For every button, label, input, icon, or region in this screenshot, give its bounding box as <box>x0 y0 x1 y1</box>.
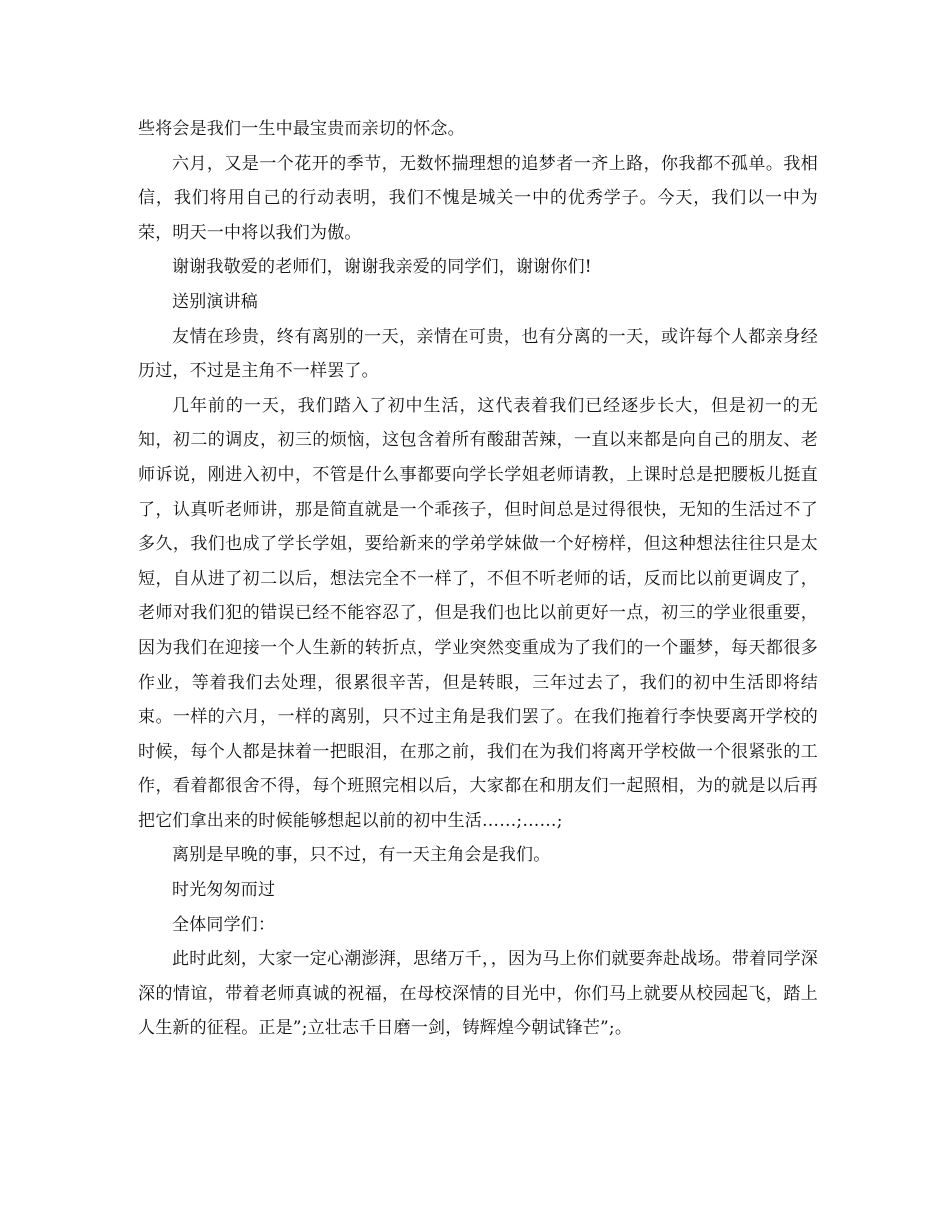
paragraph: 六月，又是一个花开的季节，无数怀揣理想的追梦者一齐上路，你我都不孤单。我相信，我们将用自己的行动表明，我们不愧是城关一中的优秀学子。今天，我们以一中为荣，明天一中将以我们为傲。 <box>138 153 818 243</box>
document-body <box>138 112 818 1046</box>
section-heading: 时光匆匆而过 <box>172 880 276 901</box>
paragraph: 此时此刻，大家一定心潮澎湃，思绪万千，，因为马上你们就要奔赴战场。带着同学深深的情谊，带着老师真诚的祝福，在母校深情的目光中，你们马上就要从校园起飞，踏上人生新的征程。正是”;立壮志千日磨一剑，铸辉煌今朝试锋芒”;。 <box>138 949 818 1039</box>
paragraph: 友情在珍贵，终有离别的一天，亲情在可贵，也有分离的一天，或许每个人都亲身经历过，不过是主角不一样罢了。 <box>138 326 818 382</box>
paragraph: 谢谢我敬爱的老师们，谢谢我亲爱的同学们，谢谢你们! <box>172 257 592 278</box>
section-heading: 送别演讲稿 <box>172 291 258 312</box>
paragraph: 离别是早晚的事，只不过，有一天主角会是我们。 <box>172 845 551 866</box>
paragraph: 几年前的一天，我们踏入了初中生活，这代表着我们已经逐步长大，但是初一的无知，初二的调皮，初三的烦恼，这包含着所有酸甜苦辣，一直以来都是向自己的朋友、老师诉说，刚进入初中，不管是什么事都要向学长学姐老师请教，上课时总是把腰板儿挺直了，认真听老师讲，那是简直就是一个乖孩子，但时间总是过得很快，无知的生活过不了多久，我们也成了学长学姐，要给新来的学弟学妹做一个好榜样，但这种想法往往只是太短，自从进了初二以后，想法完全不一样了，不但不听老师的话，反而比以前更调皮了，老师对我们犯的错误已经不能容忍了，但是我们也比以前更好一点，初三的学业很重要，因为我们在迎接一个人生新的转折点，学业突然变重成为了我们的一个噩梦，每天都很多作业，等着我们去处理，很累很辛苦，但是转眼，三年过去了，我们的初中生活即将结束。一样的六月，一样的离别，只不过主角是我们罢了。在我们拖着行李快要离开学校的时候，每个人都是抹着一把眼泪，在那之前，我们在为我们将离开学校做一个很紧张的工作，看着都很舍不得，每个班照完相以后，大家都在和朋友们一起照相，为的就是以后再把它们拿出来的时候能够想起以前的初中生活……;……; <box>138 395 818 831</box>
salutation: 全体同学们： <box>172 914 276 935</box>
paragraph: 些将会是我们一生中最宝贵而亲切的怀念。 <box>138 119 465 139</box>
